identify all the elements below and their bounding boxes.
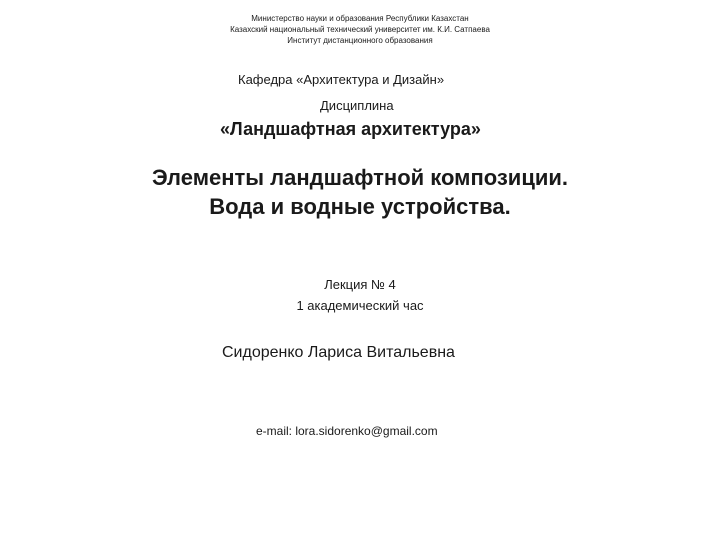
author-email: e-mail: lora.sidorenko@gmail.com	[256, 424, 438, 438]
lecture-number: Лекция № 4	[324, 277, 396, 292]
ministry-line: Министерство науки и образования Республики Казахстан	[251, 14, 469, 23]
discipline-name: «Ландшафтная архитектура»	[220, 119, 481, 139]
university-line: Казахский национальный технический университет им. К.И. Сатпаева	[230, 25, 490, 34]
lecture-title-line2: Вода и водные устройства.	[209, 194, 511, 219]
institute-line: Институт дистанционного образования	[287, 36, 433, 45]
author-name: Сидоренко Лариса Витальевна	[222, 344, 455, 361]
discipline-label: Дисциплина	[320, 98, 394, 113]
lecture-title-line1: Элементы ландшафтной композиции.	[151, 165, 569, 190]
lecture-hours: 1 академический час	[296, 298, 424, 313]
department-name: Кафедра «Архитектура и Дизайн»	[238, 72, 445, 87]
